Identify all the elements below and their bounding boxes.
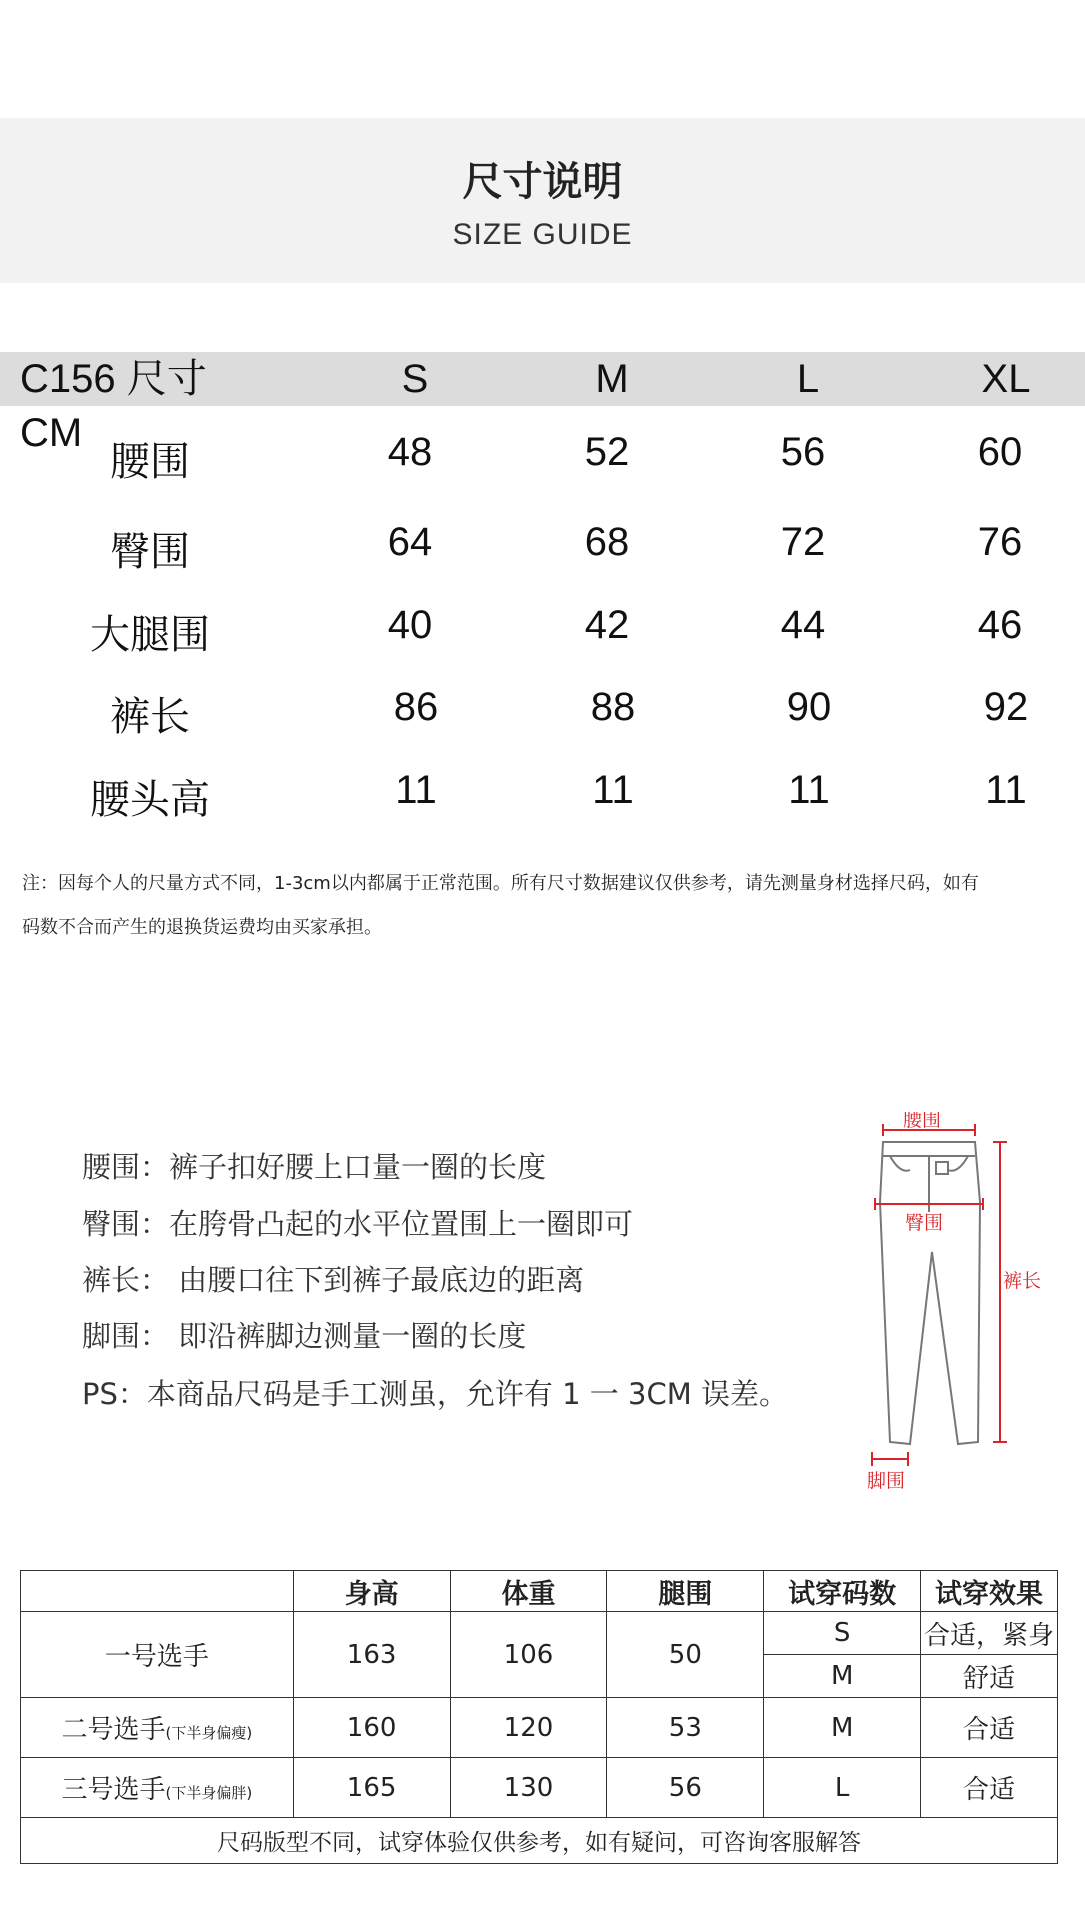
size-cell: 52 [584,430,630,474]
size-cell: 60 [977,430,1023,474]
page-subtitle: SIZE GUIDE [452,218,633,251]
fitting-header-leg: 腿围 [607,1571,764,1612]
size-cell: 42 [584,603,630,647]
size-cell: 56 [780,430,826,474]
fitting-table [20,1570,1058,1864]
size-cell: 92 [983,685,1029,729]
size-cell: 90 [786,685,832,729]
diagram-label-hem: 脚围 [867,1470,906,1492]
fitting-header-height: 身高 [293,1571,450,1612]
size-row-label: 腰围 [110,440,190,484]
diagram-label-length: 裤长 [1003,1270,1042,1292]
tried-size: M [764,1698,921,1758]
size-header-s: S [401,357,429,401]
fitting-header-size: 试穿码数 [764,1571,921,1612]
fitting-header-effect: 试穿效果 [921,1571,1058,1612]
table-row [21,1698,1058,1758]
tester-name [21,1698,294,1758]
tester-note: (下半身偏胖) [165,1784,253,1802]
instruction-length: 裤长： 由腰口往下到裤子最底边的距离 [82,1263,585,1297]
tester-height: 165 [293,1758,450,1818]
tester-name-text: 二号选手 [61,1715,166,1745]
tester-name [21,1612,294,1698]
instruction-hem: 脚围： 即沿裤脚边测量一圈的长度 [82,1319,527,1353]
size-cell: 64 [387,520,433,564]
tester-height: 163 [293,1612,450,1698]
tester-weight: 120 [450,1698,607,1758]
tester-leg: 56 [607,1758,764,1818]
pants-illustration [850,1112,1070,1492]
tester-weight: 106 [450,1612,607,1698]
size-header-xl: XL [981,357,1031,401]
size-row-label: 大腿围 [90,613,210,657]
size-cell: 68 [584,520,630,564]
pants-diagram [850,1112,1070,1492]
tester-name-text: 三号选手 [61,1775,166,1805]
size-row-label: 腰头高 [90,778,210,822]
size-header-m: M [595,357,629,401]
size-cell: 88 [590,685,636,729]
tester-leg: 50 [607,1612,764,1698]
fitting-header-weight: 体重 [450,1571,607,1612]
instruction-waist: 腰围：裤子扣好腰上口量一圈的长度 [82,1150,547,1184]
tester-name [21,1758,294,1818]
size-header-l: L [796,357,820,401]
size-cell: 11 [395,768,437,812]
diagram-label-hip: 臀围 [905,1212,944,1234]
size-row-label: 臀围 [110,530,190,574]
tester-leg: 53 [607,1698,764,1758]
instruction-ps: PS：本商品尺码是手工测虽，允许有 1 一 3CM 误差。 [82,1377,788,1411]
tester-note: (下半身偏瘦) [165,1724,253,1742]
size-note-line: 码数不合而产生的退换货运费均由买家承担。 [22,917,382,938]
fitting-table-footer-row [21,1818,1058,1864]
size-note [22,862,1067,950]
tester-height: 160 [293,1698,450,1758]
size-cell: 11 [788,768,830,812]
size-cell: 44 [780,603,826,647]
tried-size: L [764,1758,921,1818]
size-cell: 72 [780,520,826,564]
size-cell: 11 [985,768,1027,812]
tester-name-text: 一号选手 [104,1642,209,1672]
tried-size: S [764,1612,921,1655]
diagram-label-waist: 腰围 [903,1112,942,1131]
table-row [21,1758,1058,1818]
page-title: 尺寸说明 [462,159,623,205]
tried-effect: 合适，紧身 [921,1612,1058,1655]
size-cell: 86 [393,685,439,729]
tried-effect: 合适 [921,1758,1058,1818]
fitting-table-header-row [21,1571,1058,1612]
size-cell: 40 [387,603,433,647]
size-cell: 11 [592,768,634,812]
fitting-table-footer: 尺码版型不同，试穿体验仅供参考，如有疑问，可咨询客服解答 [21,1818,1058,1864]
size-cell: 76 [977,520,1023,564]
size-cell: 48 [387,430,433,474]
fitting-header-empty [21,1571,294,1612]
tried-effect: 舒适 [921,1655,1058,1698]
tried-size: M [764,1655,921,1698]
size-row-label: 裤长 [110,695,190,739]
tester-weight: 130 [450,1758,607,1818]
size-note-line: 注：因每个人的尺量方式不同，1-3cm以内都属于正常范围。所有尺寸数据建议仅供参考，请先测量身材选择尺码，如有 [22,873,979,894]
instruction-hip: 臀围：在胯骨凸起的水平位置围上一圈即可 [82,1207,634,1241]
size-table-header-label: C156 尺寸 CM [20,357,207,455]
size-cell: 46 [977,603,1023,647]
table-row [21,1612,1058,1655]
tried-effect: 合适 [921,1698,1058,1758]
